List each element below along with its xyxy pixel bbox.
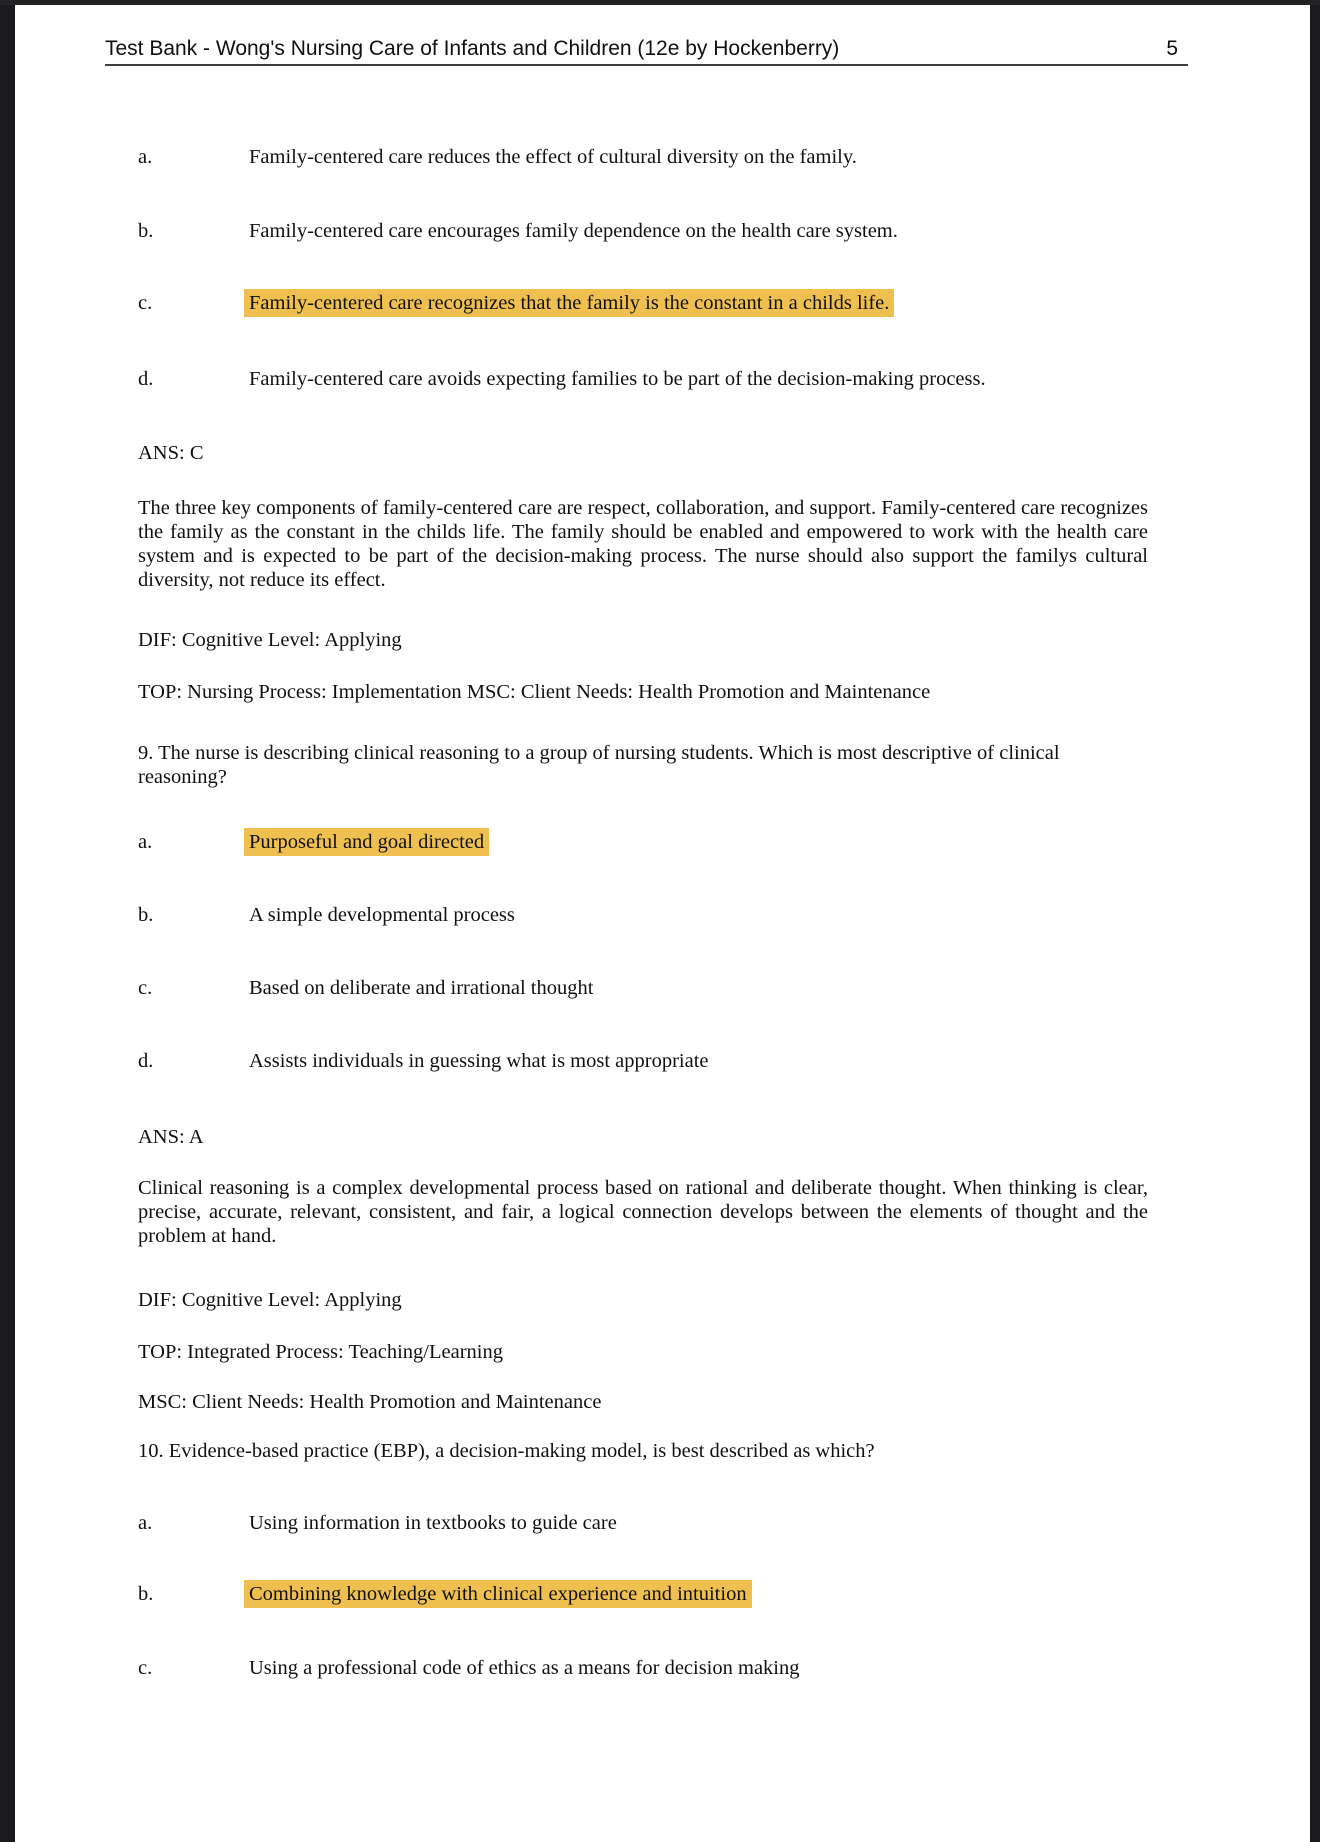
question-stem: 10. Evidence-based practice (EBP), a decision-making model, is best described as which? [138, 1440, 875, 1462]
meta-line-dif: DIF: Cognitive Level: Applying [138, 1289, 402, 1311]
option-letter: d. [138, 1050, 154, 1072]
option-text: Using information in textbooks to guide care [249, 1512, 617, 1534]
option-text: Based on deliberate and irrational thought [249, 977, 594, 999]
page-header [105, 26, 1188, 66]
option-letter: b. [138, 904, 154, 926]
option-letter: c. [138, 1657, 153, 1679]
meta-line-msc: MSC: Client Needs: Health Promotion and Maintenance [138, 1391, 602, 1413]
option-text: Family-centered care avoids expecting families to be part of the decision-making process. [249, 368, 986, 390]
page-border-top [0, 0, 1320, 5]
option-row [138, 830, 489, 854]
option-row [138, 291, 894, 315]
rationale-paragraph: Clinical reasoning is a complex developmental process based on rational and deliberate thought. When thinking is clear, precise, accurate, relevant, consistent, and fair, a logical connection develops between the elements of thought and the problem at hand. [138, 1177, 1148, 1247]
header-title: Test Bank - Wong's Nursing Care of Infants and Children (12e by Hockenberry) [105, 37, 840, 60]
option-letter: b. [138, 220, 154, 242]
option-row [138, 1511, 617, 1535]
option-text-highlighted: Combining knowledge with clinical experience and intuition [244, 1580, 752, 1608]
option-text: Family-centered care encourages family dependence on the health care system. [249, 220, 898, 242]
option-letter: a. [138, 1512, 153, 1534]
meta-line-top-msc: TOP: Nursing Process: Implementation MSC: Client Needs: Health Promotion and Maintenance [138, 681, 931, 703]
option-letter: a. [138, 831, 153, 853]
option-row [138, 976, 593, 1000]
option-text-highlighted: Family-centered care recognizes that the family is the constant in a childs life. [244, 289, 894, 317]
option-row [138, 903, 515, 927]
option-letter: b. [138, 1583, 154, 1605]
answer-line: ANS: A [138, 1126, 204, 1148]
header-page-number: 5 [1166, 37, 1178, 60]
answer-line: ANS: C [138, 442, 204, 464]
rationale-paragraph: The three key components of family-centered care are respect, collaboration, and support. Family-centered care recognizes the family as the constant in the childs life. The family should be enabled and empowered to work with the health care system and is expected to be part of the decision-making process. The nurse should also support the familys cultural diversity, not reduce its effect. [138, 497, 1148, 591]
option-letter: c. [138, 292, 153, 314]
option-text: A simple developmental process [249, 904, 515, 926]
option-text-highlighted: Purposeful and goal directed [244, 828, 489, 856]
meta-line-dif: DIF: Cognitive Level: Applying [138, 629, 402, 651]
option-text: Assists individuals in guessing what is most appropriate [249, 1050, 709, 1072]
option-row [138, 145, 857, 169]
option-row [138, 219, 898, 243]
page-border-right [1310, 0, 1320, 1842]
question-stem: 9. The nurse is describing clinical reasoning to a group of nursing students. Which is most descriptive of clinical reasoning? [138, 742, 1060, 788]
meta-line-top: TOP: Integrated Process: Teaching/Learning [138, 1341, 503, 1363]
option-row [138, 1049, 709, 1073]
option-letter: d. [138, 368, 154, 390]
option-text: Using a professional code of ethics as a means for decision making [249, 1657, 800, 1679]
option-letter: a. [138, 146, 153, 168]
option-text: Family-centered care reduces the effect of cultural diversity on the family. [249, 146, 857, 168]
option-row [138, 1582, 752, 1606]
option-row [138, 1656, 800, 1680]
option-letter: c. [138, 977, 153, 999]
option-row [138, 367, 986, 391]
page-border-left [0, 0, 15, 1842]
